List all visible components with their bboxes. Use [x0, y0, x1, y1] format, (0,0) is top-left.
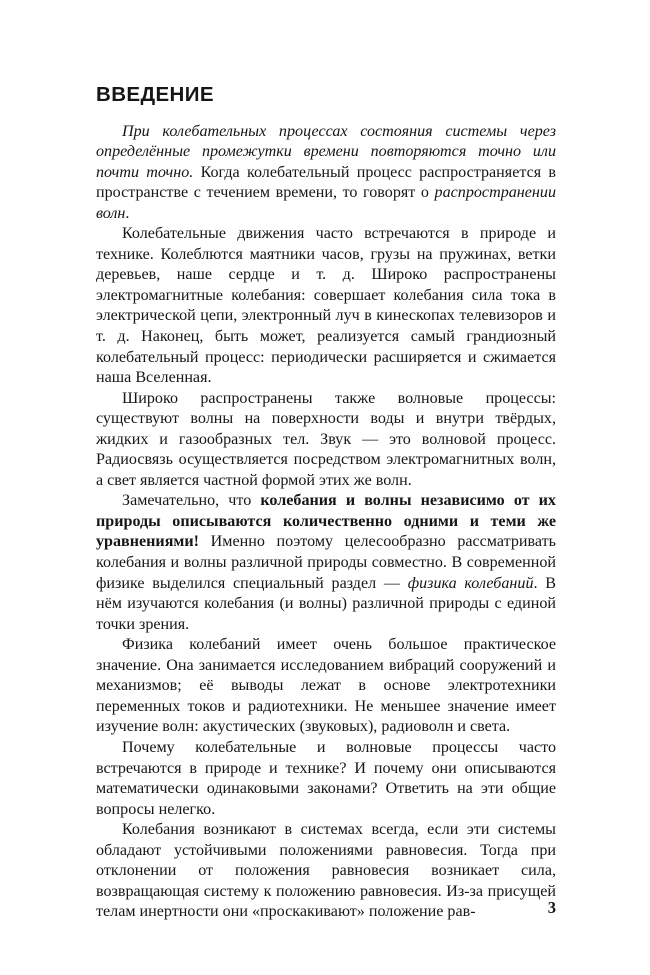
paragraph-1-text-a: Когда колебательный процесс распространяется в пространстве с течением времени, то говорят о	[96, 163, 556, 202]
paragraph-1-italic-term: распространении волн	[96, 184, 556, 222]
page-title: ВВЕДЕНИЕ	[96, 83, 214, 106]
paragraph-4-text-start: Замечательно, что	[122, 492, 261, 510]
paragraph-2: Колебательные движения часто встречаются в природе и технике. Колеблются маятники часов, грузы на пружинах, ветки деревьев, наше сердце и т. д. Широко распространены электромагнитные колебания: совершает колебания сила тока в электрической цепи, электронный луч в кинескопах телевизоров и т. д. Наконец, быть может, реализуется самый грандиозный колебательный процесс: периодически расширяется и сжимается наша Вселенная.	[96, 225, 556, 387]
paragraph-4-bold-emphasis: колебания и волны независимо от их природы описываются количественно одними и теми же уравнениями!	[96, 492, 556, 551]
paragraph-5: Физика колебаний имеет очень большое практическое значение. Она занимается исследованием вибраций сооружений и механизмов; её выводы лежат в основе электротехники переменных токов и радиотехники. Не меньшее значение имеет изучение волн: акустических (звуковых), радиоволн и света.	[96, 636, 556, 736]
paragraph-4-italic-term: физика колебаний	[407, 574, 534, 592]
paragraph-3: Широко распространены также волновые процессы: существуют волны на поверхности воды и внутри твёрдых, жидких и газообразных тел. Звук — это волновой процесс. Радиосвязь осуществляется посредством электромагнитных волн, а свет является частной формой этих же волн.	[96, 389, 556, 489]
paragraph-4-text-mid: Именно поэтому целесообразно рассматривать колебания и волны различной природы совместно. В современной физике выделился специальный раздел —	[96, 533, 556, 592]
paragraph-1	[96, 122, 556, 225]
paragraph-1-italic-lead: При колебательных процессах состояния системы через определённые промежутки времени повторяются точно или почти точно.	[96, 122, 556, 181]
body-text-block	[96, 122, 556, 923]
page-content	[96, 84, 556, 923]
paragraph-1-text-b: .	[125, 204, 130, 222]
page-number: 3	[547, 898, 556, 917]
paragraph-7: Колебания возникают в системах всегда, если эти системы обладают устойчивыми положениями равновесия. Тогда при отклонении от положения равновесия возникает сила, возвращающая систему к положению равновесия. Из-за присущей телам инертности они «проскакивают» положение рав-	[96, 821, 556, 921]
paragraph-4-text-end: . В нём изучаются колебания (и волны) различной природы с единой точки зрения.	[96, 574, 556, 633]
paragraph-4	[96, 491, 556, 635]
paragraph-6: Почему колебательные и волновые процессы часто встречаются в природе и технике? И почему они описываются математически одинаковыми законами? Ответить на эти общие вопросы нелегко.	[96, 738, 556, 818]
